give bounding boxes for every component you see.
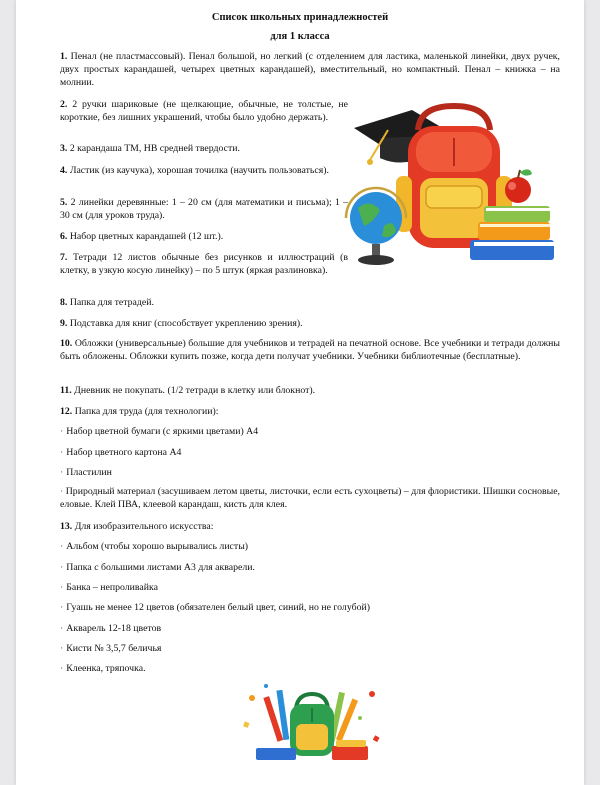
small-backpack-icon <box>290 694 334 756</box>
list-item: 12. Папка для труда (для технологии): <box>60 406 219 417</box>
list-item: 7. Тетради 12 листов обычные без рисунков и иллюстраций (в клетку, в узкую косую линейку) – по 5 штук (яркая разлиновка). <box>60 252 348 276</box>
bullet-item-natural-material: · Природный материал (засушиваем летом цветы, листочки, если есть сухоцветы) – для флористики. Шишки сосновые, еловые. Клей ПВА, клеевой карандаш, кисть для клея. <box>60 486 560 510</box>
list-item: 5. 2 линейки деревянные: 1 – 20 см (для математики и письма); 1 – 30 см (для уроков труда). <box>60 197 348 221</box>
bullet-item: · Папка с большими листами А3 для акварели. <box>60 562 255 573</box>
document-page <box>16 0 584 785</box>
list-item: 1. Пенал (не пластмассовый). Пенал большой, но легкий (с отделением для ластика, маленькой линейки, двух ручек, двух простых карандашей, четырех цветных карандашей), вместительный, но компактный. Пенал – книжка – на молнии. <box>60 51 560 88</box>
list-item: 10. Обложки (универсальные) большие для учебников и тетрадей на печатной основе. Все учебники и тетради должны быть обложены. Обложки купить позже, когда дети получат учебники. Учебники библиотечные (бесплатные). <box>60 338 560 362</box>
school-backpack-illustration <box>334 86 560 276</box>
bullet-item: · Пластилин <box>60 467 112 478</box>
list-item: 11. Дневник не покупать. (1/2 тетради в клетку или блокнот). <box>60 385 316 396</box>
bullet-item: · Гуашь не менее 12 цветов (обязателен белый цвет, синий, но не голубой) <box>60 602 370 613</box>
apple-icon <box>505 169 532 203</box>
bullet-item: · Альбом (чтобы хорошо вырывались листы) <box>60 541 249 552</box>
bullet-item: · Банка – непроливайка <box>60 582 158 593</box>
document-title: Список школьных принадлежностей <box>211 12 389 23</box>
bullet-item: · Акварель 12-18 цветов <box>60 623 162 634</box>
list-item: 3. 2 карандаша ТМ, НВ средней твердости. <box>60 143 240 154</box>
bullet-item: · Кисти № 3,5,7 беличья <box>60 643 162 654</box>
list-item: 2. 2 ручки шариковые (не щелкающие, обычные, не толстые, не короткие, без лишних украшений, чтобы было удобно держать). <box>60 99 348 123</box>
list-item: 13. Для изобразительного искусства: <box>60 521 214 532</box>
list-item: 9. Подставка для книг (способствует укреплению зрения). <box>60 318 303 329</box>
document-subtitle: для 1 класса <box>270 31 330 42</box>
bullet-item: · Клеенка, тряпочка. <box>60 663 146 674</box>
bullet-item: · Набор цветной бумаги (с яркими цветами) А4 <box>60 426 259 437</box>
list-item: 4. Ластик (из каучука), хорошая точилка (научить пользоваться). <box>60 165 329 176</box>
school-supplies-illustration <box>236 678 386 768</box>
list-item: 6. Набор цветных карандашей (12 шт.). <box>60 231 224 242</box>
list-item: 8. Папка для тетрадей. <box>60 297 154 308</box>
bullet-item: · Набор цветного картона А4 <box>60 447 182 458</box>
